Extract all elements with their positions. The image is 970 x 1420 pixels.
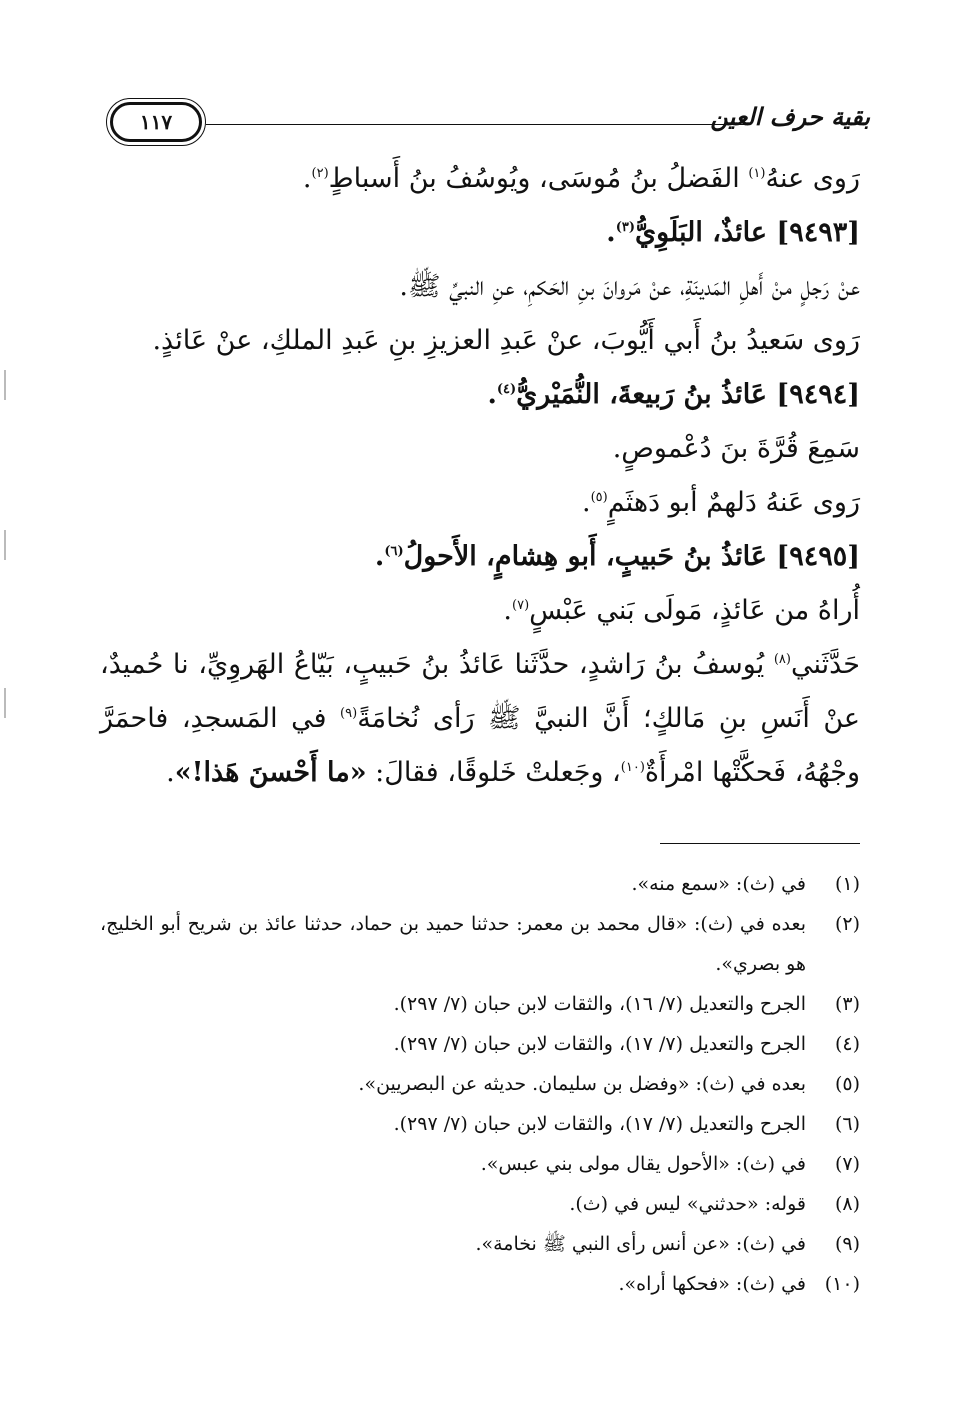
footnote (100, 984, 860, 1024)
text-segment: . (374, 541, 385, 572)
quoted-saying: «ما أَحْسنَ هَذا!» (174, 757, 367, 788)
footnote (100, 864, 860, 904)
footnote (100, 1264, 860, 1304)
footnote-number: (٨) (834, 1193, 860, 1215)
text-segment: رَوى عنهُ (765, 163, 860, 194)
footnote (100, 1024, 860, 1064)
footnote-text: في (ث): «سمع منه». (631, 873, 806, 895)
text-segment: عنْ رَجلٍ منْ أَهلِ المَدينَةِ، عنْ مَروانَ بنِ الحَكمِ، عنِ النبيِّ ﷺ. (399, 271, 860, 302)
footnote-text: في (ث): «الأحول يقال مولى بني عبس». (480, 1153, 806, 1175)
footnote-number: (٣) (834, 993, 860, 1015)
text-segment: سَمِعَ قُرَّةَ بنَ دُعْموصٍ. (612, 433, 860, 464)
footnote (100, 904, 860, 984)
text-segment: . (606, 217, 616, 248)
text-segment: الفَضلُ بنُ مُوسَى، ويُوسُفُ بنُ أَسباطٍ (328, 163, 749, 194)
text-segment: . (302, 163, 312, 194)
footnote-text: بعده في (ث): «قال محمد بن معمر: حدثنا حميد بن حماد، حدثنا عائذ بن شريح أبو الخليج، هو بصري». (100, 913, 806, 975)
page-number: ١١٧ (110, 102, 202, 142)
text-segment: . (581, 487, 591, 518)
text-segment: [٩٤٩٣] عائذٌ، البَلَوِيُّ (634, 217, 860, 248)
margin-mark (4, 370, 6, 400)
entry-heading (100, 368, 860, 422)
footnote-text: الجرح والتعديل (٧/ ١٧)، والثقات لابن حبان (٧/ ٢٩٧). (393, 1033, 806, 1055)
footnote-text: الجرح والتعديل (٧/ ١٦)، والثقات لابن حبان (٧/ ٢٩٧). (393, 993, 806, 1015)
text-segment: ، وجَعلتْ خَلوقًا، فقالَ: (366, 757, 621, 788)
footnote (100, 1224, 860, 1264)
footnote (100, 1144, 860, 1184)
text-segment: . (487, 379, 497, 410)
footnote-marker: (٣) (615, 220, 635, 235)
main-text (100, 152, 860, 800)
footnote-number: (١٠) (824, 1273, 860, 1295)
footnote-marker: (٤) (496, 382, 517, 397)
running-title: بقية حرف العين (710, 102, 870, 131)
header-rule (206, 124, 748, 125)
footnote-text: في (ث): «فحكها أراه». (618, 1273, 806, 1295)
footnote-number: (٩) (834, 1233, 860, 1255)
text-line (100, 152, 860, 206)
entry-heading (100, 530, 860, 584)
footnote-marker: (١) (748, 166, 766, 181)
footnote-marker: (٩) (340, 706, 358, 721)
text-segment: في المَسجدِ، فاحمَرَّ وجْهُهُ، فَحكَّتْها امْرأَةٌ (100, 703, 860, 788)
page-header (110, 100, 870, 148)
footnote (100, 1064, 860, 1104)
footnote-marker: (٥) (590, 490, 608, 505)
footnote-number: (٧) (834, 1153, 860, 1175)
text-line (100, 584, 860, 638)
hadith-paragraph (100, 638, 860, 800)
footnote-marker: (٢) (311, 166, 329, 181)
text-segment: يُوسفُ بنُ رَاشدٍ، حدَّثَنا عَائذُ بنُ حَبيبٍ، بَيّاعُ الهَروِيِّ، نا حُميدٌ، عنْ أَنَسِ بنِ مَالكٍ؛ أَنَّ النبيَّ ﷺ رَأى نُخامَةً (100, 649, 861, 734)
footnote-separator (660, 843, 860, 844)
text-line (100, 260, 860, 314)
footnote-number: (٦) (834, 1113, 860, 1135)
text-segment: رَوى سَعيدُ بنُ أَبي أَيُّوبَ، عنْ عَبدِ العزيزِ بنِ عَبدِ الملكِ، عنْ عَائذٍ. (152, 325, 860, 356)
text-segment: [٩٤٩٤] عَائذُ بنُ رَبيعةَ، النُّمَيْريُّ (516, 379, 860, 410)
text-segment: . (503, 595, 513, 626)
text-segment: [٩٤٩٥] عَائذُ بنُ حَبيبٍ، أَبو هِشامٍ، الأَحولُ (403, 541, 860, 572)
text-line (100, 422, 860, 476)
footnote-marker: (٨) (773, 652, 791, 667)
footnote-number: (٤) (834, 1033, 860, 1055)
footnotes (100, 864, 860, 1304)
text-segment: أُراهُ من عَائذٍ، مَولَى بَني عَبْسٍ (529, 595, 860, 626)
footnote-text: قوله: «حدثني» ليس في (ث). (569, 1193, 806, 1215)
footnote-number: (٥) (834, 1073, 860, 1095)
footnote-marker: (٦) (384, 544, 404, 559)
footnote-text: بعده في (ث): «وفضل بن سليمان. حديثه عن البصريين». (358, 1073, 806, 1095)
text-segment: رَوى عَنهُ دَلهمٌ أبو دَهثَمٍ (607, 487, 860, 518)
margin-mark (4, 530, 6, 560)
text-segment: حَدَّثَني (790, 649, 860, 680)
footnote-text: الجرح والتعديل (٧/ ١٧)، والثقات لابن حبان (٧/ ٢٩٧). (393, 1113, 806, 1135)
footnote (100, 1104, 860, 1144)
margin-mark (4, 688, 6, 718)
footnote (100, 1184, 860, 1224)
text-line (100, 314, 860, 368)
footnote-text: في (ث): «عن أنس رأى النبي ﷺ نخامة». (475, 1233, 806, 1255)
footnote-number: (٢) (834, 913, 860, 935)
text-segment: . (166, 757, 175, 788)
footnote-number: (١) (834, 873, 860, 895)
text-line (100, 476, 860, 530)
entry-heading (100, 206, 860, 260)
footnote-marker: (٧) (512, 598, 530, 613)
footnote-marker: (١٠) (620, 760, 645, 775)
